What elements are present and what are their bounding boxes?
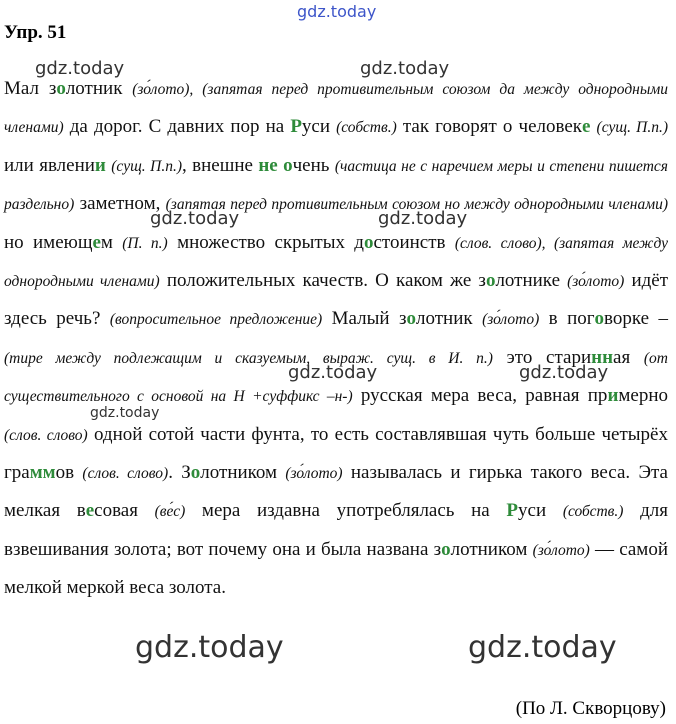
- grammar-comment: (сущ. П.п.): [596, 119, 669, 137]
- watermark: gdz.today: [288, 362, 378, 383]
- text-run: называлась и гирька такого веса. Эта мелкая в: [4, 462, 668, 522]
- text-run: мерно: [618, 385, 669, 407]
- text-run: лотник: [65, 78, 133, 99]
- grammar-comment: (слов. слово): [82, 465, 169, 483]
- grammar-comment: (частица не с наречием меры и степени пишется раздельно): [4, 157, 669, 214]
- grammar-comment: (зо́лото), (запятая перед противительным союзом да между однородными членами): [4, 81, 668, 137]
- watermark: gdz.today: [35, 58, 125, 79]
- grammar-comment: (собств.): [562, 503, 624, 521]
- highlighted-letter: и: [607, 385, 619, 407]
- grammar-comment: (зо́лото): [285, 465, 343, 483]
- highlighted-letter: не о: [258, 154, 293, 176]
- highlighted-letter: е: [92, 231, 101, 253]
- highlighted-letter: о: [56, 78, 66, 99]
- text-run: заметном,: [74, 193, 166, 215]
- grammar-comment: (зо́лото): [567, 273, 625, 291]
- text-run: уси: [301, 116, 337, 138]
- watermark: gdz.today: [360, 58, 450, 79]
- text-run: лотнике: [495, 270, 568, 292]
- highlighted-letter: Р: [290, 116, 302, 138]
- exercise-title: Упр. 51: [4, 22, 67, 43]
- text-run: лотником: [200, 462, 286, 484]
- highlighted-letter: е: [85, 500, 95, 522]
- grammar-comment: (слов. слово), (запятая между однородными членами): [4, 234, 668, 291]
- text-run: в пог: [539, 308, 595, 330]
- watermark: gdz.today: [135, 630, 284, 665]
- text-run: но имеющ: [4, 231, 93, 253]
- highlighted-letter: о: [363, 231, 374, 253]
- highlighted-letter: о: [190, 462, 201, 484]
- text-run: Мал: [4, 78, 49, 99]
- watermark: gdz.today: [468, 630, 617, 665]
- text-run: или явлени: [4, 154, 95, 176]
- grammar-comment: (запятая перед противительным союзом но между однородными членами): [165, 196, 669, 214]
- text-run: множество скрытых д: [167, 231, 364, 253]
- text-run: ая: [613, 346, 644, 368]
- text-run: ов: [55, 462, 83, 484]
- highlighted-letter: о: [441, 538, 451, 560]
- text-run: да дорог. С давних пор на: [63, 116, 291, 138]
- grammar-comment: (вопросительное предложение): [109, 311, 323, 329]
- grammar-comment: (от существительного с основой на Н +суффикс –н-): [4, 349, 668, 406]
- grammar-comment: (слов. слово): [4, 426, 88, 444]
- grammar-comment: (зо́лото): [482, 311, 540, 329]
- text-run: . З: [168, 462, 191, 484]
- highlighted-letter: о: [594, 308, 605, 330]
- grammar-comment: (сущ. П.п.): [111, 157, 183, 175]
- text-run: это стари: [492, 346, 592, 368]
- grammar-comment: (П. п.): [122, 234, 168, 252]
- grammar-comment: (тире между подлежащим и сказуемым, выраж. сущ. в И. п.): [4, 349, 493, 367]
- text-run: м: [100, 231, 123, 253]
- grammar-comment: (зо́лото): [532, 541, 590, 559]
- text-run: уси: [518, 500, 563, 522]
- watermark: gdz.today: [90, 405, 160, 421]
- attribution: (По Л. Скворцову): [515, 698, 666, 719]
- highlighted-letter: и: [94, 154, 106, 176]
- text-run: лотником: [450, 538, 533, 560]
- text-run: мера издавна употреблялась на: [185, 500, 507, 522]
- text-run: — самой мелкой меркой веса золота.: [4, 538, 668, 599]
- highlighted-letter: е: [582, 116, 591, 138]
- text-run: Малый з: [322, 308, 407, 330]
- highlighted-letter: мм: [29, 462, 56, 484]
- text-run: совая: [94, 500, 155, 522]
- highlighted-letter: нн: [591, 346, 614, 368]
- text-run: лотник: [416, 308, 483, 330]
- watermark: gdz.today: [150, 208, 240, 229]
- exercise-text: [4, 70, 668, 607]
- highlighted-letter: Р: [506, 500, 519, 522]
- highlighted-letter: о: [485, 270, 496, 292]
- text-run: так говорят о человек: [396, 116, 583, 138]
- watermark: gdz.today: [378, 208, 468, 229]
- text-run: , внешне: [182, 154, 259, 176]
- text-run: ворке –: [604, 308, 668, 330]
- grammar-comment: (собств.): [336, 119, 397, 137]
- text-run: стоинств: [373, 231, 455, 253]
- text-run: положительных качеств. О каком же з: [159, 270, 486, 292]
- text-run: одной сотой части фунта, то есть составлявшая чуть больше четырёх гра: [4, 423, 668, 484]
- watermark: gdz.today: [519, 362, 609, 383]
- grammar-comment: (ве́с): [154, 503, 186, 521]
- text-run: для взвешивания золота; вот почему она и была названа з: [4, 500, 669, 560]
- text-run: чень: [292, 154, 335, 176]
- highlighted-letter: о: [406, 308, 417, 330]
- text-run: русская мера веса, равная пр: [352, 385, 608, 407]
- watermark: gdz.today: [297, 2, 377, 21]
- text-run: идёт здесь речь?: [4, 270, 669, 330]
- text-run: з: [48, 78, 57, 99]
